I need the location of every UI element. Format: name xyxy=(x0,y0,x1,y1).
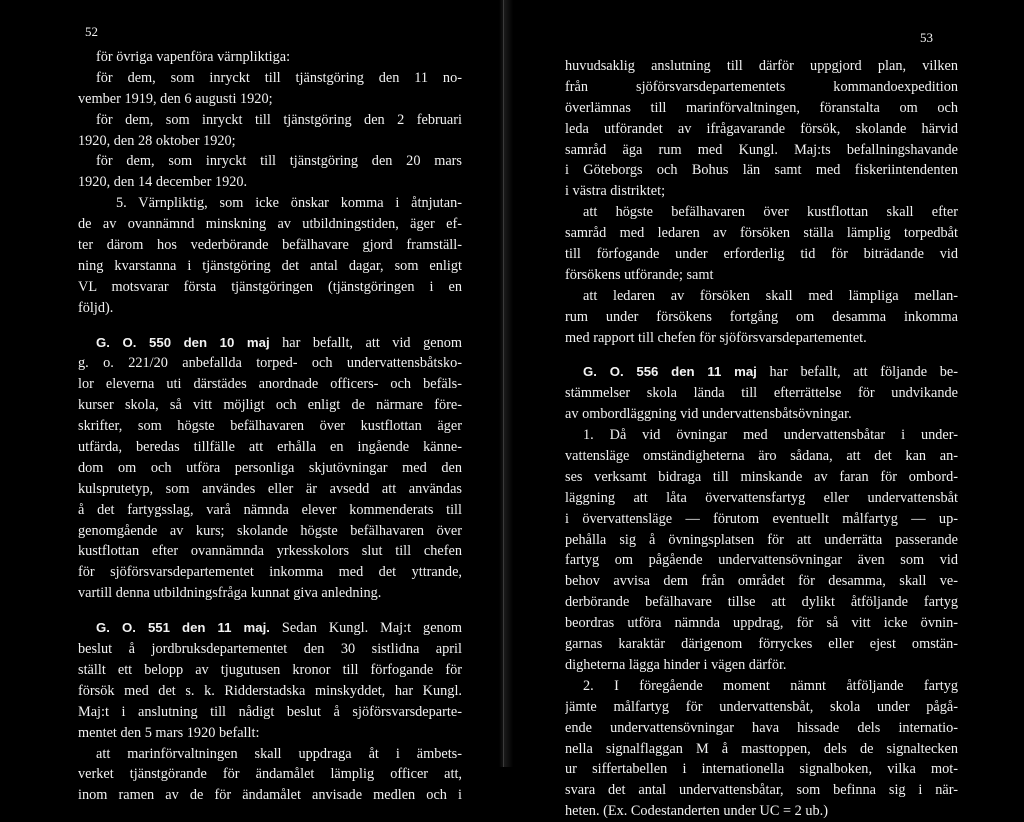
text-line xyxy=(78,681,462,702)
line-text: för sjöförsvarsdepartementet inkomma med det yttrande, xyxy=(78,564,462,581)
line-text: heten. (Ex. Codestanderten under UC = 2 ub.) xyxy=(565,803,828,820)
text-line xyxy=(565,530,958,551)
text-line xyxy=(78,541,462,562)
line-text: 1. Då vid övningar med undervattensbåtar i under- xyxy=(583,427,958,444)
text-line xyxy=(565,676,958,697)
line-text: för dem, som inryckt till tjänstgöring den 2 februari xyxy=(96,111,462,128)
line-text: huvudsaklig anslutning till därför uppgjord plan, vilken xyxy=(565,58,958,74)
text-line xyxy=(565,467,958,488)
line-text: att högste befälhavaren över kustflottan skall efter xyxy=(583,204,958,221)
line-text: inom ramen av de för ändamålet anvisade medlen och i xyxy=(78,787,462,804)
text-line xyxy=(565,759,958,780)
line-text: å det fartygsslag, varå nämnda elever kommenderats till xyxy=(78,501,462,518)
text-line xyxy=(78,702,462,723)
line-text: försökens utförande; samt xyxy=(565,266,714,283)
line-text: kulsprutetyp, som användes eller är avsedd att användas xyxy=(78,480,462,497)
text-line xyxy=(565,446,958,467)
line-text: Maj:t i anslutning till nådigt beslut å sjöförsvarsdeparte- xyxy=(78,703,462,720)
text-line xyxy=(78,458,462,479)
text-line xyxy=(565,404,958,425)
line-text: VL motsvarar första tjänstgöringen (tjänstgöringen i en xyxy=(78,278,462,295)
text-line xyxy=(565,223,958,244)
line-text: har befallt, att vid genom xyxy=(269,334,462,351)
line-text: ende undervattensövningar hava hissade dels internatio- xyxy=(565,719,958,736)
line-text: skrifter, som högste befälhavaren över kustflottan äger xyxy=(78,418,462,435)
line-text: att marinförvaltningen skall uppdraga åt i ämbets- xyxy=(96,745,462,762)
line-text: 2. I föregående moment nämnt åtföljande fartyg xyxy=(583,677,958,694)
line-text: i övervattensläge — förutom eventuellt målfartyg — up- xyxy=(565,510,958,527)
text-line xyxy=(78,151,462,172)
line-text: beslut å jordbruksdepartementet den 30 sistlidna april xyxy=(78,641,462,658)
text-line xyxy=(78,744,462,765)
book-gutter xyxy=(499,0,513,767)
line-text: utfärda, beredas tillfälle att erhålla en ingående känne- xyxy=(78,439,462,456)
line-text: samråd äga rum med Kungl. Maj:ts befallningshavande xyxy=(565,141,958,158)
line-text: 1920, den 28 oktober 1920; xyxy=(78,132,236,149)
text-line xyxy=(565,328,958,349)
text-line xyxy=(565,739,958,760)
text-line xyxy=(78,416,462,437)
text-line xyxy=(565,286,958,307)
text-line xyxy=(565,697,958,718)
line-text: kustflottan efter ovannämnda yrkesskolors slut till chefen xyxy=(78,543,462,560)
text-line xyxy=(565,634,958,655)
line-text: de av ovannämnd minskning av utbildningstiden, äger ef- xyxy=(78,216,462,233)
order-heading: G. O. 551 den 11 maj. xyxy=(96,620,270,636)
line-text: digheterna lägga hinder i vägen därför. xyxy=(565,656,787,673)
line-text: för dem, som inryckt till tjänstgöring den 20 mars xyxy=(96,153,462,170)
line-text: verket tjänstgörande för ändamålet lämplig officer att, xyxy=(78,766,462,783)
line-text: till förfogande under erforderlig tid för biträdande vid xyxy=(565,246,958,263)
line-text: ses verksamt bidraga till minskande av faran för ombord- xyxy=(565,468,958,485)
line-text: pehålla sig å övningsplatsen för att underrätta passerande xyxy=(565,531,958,548)
line-text: beordras utföra nämnda uppdrag, för så vitt icke övnin- xyxy=(565,615,958,632)
line-text: för dem, som inryckt till tjänstgöring den 11 no- xyxy=(96,69,462,86)
left-page xyxy=(0,0,500,804)
line-text: lor eleverna uti därstädes anordnade officers- och befäls- xyxy=(78,376,462,393)
text-line xyxy=(78,89,462,110)
text-line xyxy=(565,509,958,530)
line-text: har befallt, att följande be- xyxy=(756,364,958,381)
line-text: ställt ett belopp av tjugutusen kronor till förfogande för xyxy=(78,661,462,678)
text-line xyxy=(78,639,462,660)
line-text: kurser skola, så vitt möjligt och enligt de närmare före- xyxy=(78,397,462,414)
text-line xyxy=(565,119,958,140)
line-text: genomgående av kurs; skolande högste befälhavaren över xyxy=(78,522,462,539)
text-line xyxy=(565,77,958,98)
line-text: 5. Värnpliktig, som icke önskar komma i åtnjutan- xyxy=(116,195,462,212)
line-text: i Göteborgs och Bohus län samt med fiskeriintendenten xyxy=(565,162,958,179)
paragraph-gap xyxy=(78,604,462,618)
line-text: läggning att låta övervattensfartyg eller undervattensbåt xyxy=(565,489,958,506)
line-text: behov avvisa dem från området för desamma, skall ve- xyxy=(565,573,958,590)
line-text: av ombordläggning vid undervattensbåtsövningar. xyxy=(565,406,852,423)
page-number: 53 xyxy=(920,30,933,45)
text-line xyxy=(78,583,462,604)
text-line xyxy=(565,140,958,161)
text-line xyxy=(565,571,958,592)
text-line xyxy=(78,353,462,374)
text-line xyxy=(565,383,958,404)
page-number: 52 xyxy=(85,24,98,39)
text-line xyxy=(565,780,958,801)
text-line xyxy=(565,202,958,223)
text-line xyxy=(78,131,462,152)
text-line xyxy=(78,562,462,583)
line-text: ter därom hos vederbörande befälhavare gjord framställ- xyxy=(78,237,462,254)
text-line xyxy=(78,479,462,500)
line-text: Sedan Kungl. Maj:t genom xyxy=(269,620,462,637)
text-line xyxy=(78,618,462,639)
paragraph-gap xyxy=(565,348,958,362)
text-line xyxy=(565,244,958,265)
text-line xyxy=(78,660,462,681)
text-line xyxy=(565,488,958,509)
text-line xyxy=(565,362,958,383)
text-line xyxy=(78,68,462,89)
line-text: försök med det s. k. Ridderstadska minskyddet, har Kungl. xyxy=(78,682,462,699)
left-text-column xyxy=(78,47,462,806)
text-line xyxy=(565,613,958,634)
line-text: för övriga vapenföra värnpliktiga: xyxy=(96,49,291,65)
line-text: nella signalflaggan M å masttoppen, dels de signaltecken xyxy=(565,740,958,757)
line-text: fartyg om pågående undervattensövningar även som vid xyxy=(565,552,958,569)
text-line xyxy=(78,256,462,277)
text-line xyxy=(78,723,462,744)
text-line xyxy=(565,425,958,446)
text-line xyxy=(565,307,958,328)
line-text: i västra distriktet; xyxy=(565,183,666,200)
right-text-column xyxy=(565,56,958,822)
line-text: samråd med ledaren av försöken ställa lämplig torpedbåt xyxy=(565,225,958,242)
text-line xyxy=(565,655,958,676)
text-line xyxy=(78,437,462,458)
line-text: dom om och utföra personliga skjutövningar med den xyxy=(78,459,462,476)
line-text: vartill denna utbildningsfråga kunnat giva anledning. xyxy=(78,585,382,602)
line-text: från sjöförsvarsdepartementets kommandoexpedition xyxy=(565,78,958,95)
text-line xyxy=(78,333,462,354)
order-heading: G. O. 556 den 11 maj xyxy=(583,364,757,380)
line-text: med rapport till chefen för sjöförsvarsdepartementet. xyxy=(565,329,867,346)
text-line xyxy=(78,277,462,298)
text-line xyxy=(565,160,958,181)
line-text: garnas karaktär därigenom förryckes eller ejest omstän- xyxy=(565,636,958,653)
line-text: stämmelser skola lända till efterrättelse för undvikande xyxy=(565,385,958,402)
line-text: svara det antal undervattensbåtar, som befinna sig i när- xyxy=(565,782,958,799)
line-text: vember 1919, den 6 augusti 1920; xyxy=(78,90,273,107)
line-text: ur siffertabellen i internationella signalboken, vilka mot- xyxy=(565,761,958,778)
text-line xyxy=(78,172,462,193)
line-text: g. o. 221/20 anbefallda torped- och undervattensbåtsko- xyxy=(78,355,462,372)
order-heading: G. O. 550 den 10 maj xyxy=(96,334,270,350)
text-line xyxy=(78,374,462,395)
gutter-edge xyxy=(503,0,504,767)
line-text: att ledaren av försöken skall med lämpliga mellan- xyxy=(583,287,958,304)
text-line xyxy=(78,785,462,806)
text-line xyxy=(78,193,462,214)
text-line xyxy=(78,764,462,785)
text-line xyxy=(78,235,462,256)
line-text: vattensläge omständigheterna äro sådana, att det kan an- xyxy=(565,448,958,465)
line-text: följd). xyxy=(78,299,114,316)
text-line xyxy=(78,395,462,416)
text-line xyxy=(78,110,462,131)
text-line xyxy=(78,214,462,235)
line-text: överlämnas till marinförvaltningen, föranstalta om och xyxy=(565,99,958,116)
text-line xyxy=(565,98,958,119)
line-text: leda utförandet av ifrågavarande försök, skolande härvid xyxy=(565,120,958,137)
line-text: rum under försökens fortgång om desamma inkomma xyxy=(565,308,958,325)
text-line xyxy=(565,56,958,77)
paragraph-gap xyxy=(78,319,462,333)
text-line xyxy=(565,181,958,202)
text-line xyxy=(565,550,958,571)
text-line xyxy=(565,801,958,822)
line-text: ning kvarstanna i tjänstgöring det antal dagar, som enligt xyxy=(78,257,462,274)
text-line xyxy=(565,265,958,286)
line-text: jämte målfartyg för undervattensbåt, skola under pågå- xyxy=(565,698,958,715)
text-line xyxy=(78,47,462,68)
text-line xyxy=(78,521,462,542)
text-line xyxy=(565,718,958,739)
right-page xyxy=(513,0,1024,820)
text-line xyxy=(78,298,462,319)
line-text: derbörande befälhavare tillse att dylikt åtföljande fartyg xyxy=(565,594,958,611)
line-text: mentet den 5 mars 1920 befallt: xyxy=(78,724,260,741)
text-line xyxy=(78,500,462,521)
line-text: 1920, den 14 december 1920. xyxy=(78,174,248,191)
text-line xyxy=(565,592,958,613)
